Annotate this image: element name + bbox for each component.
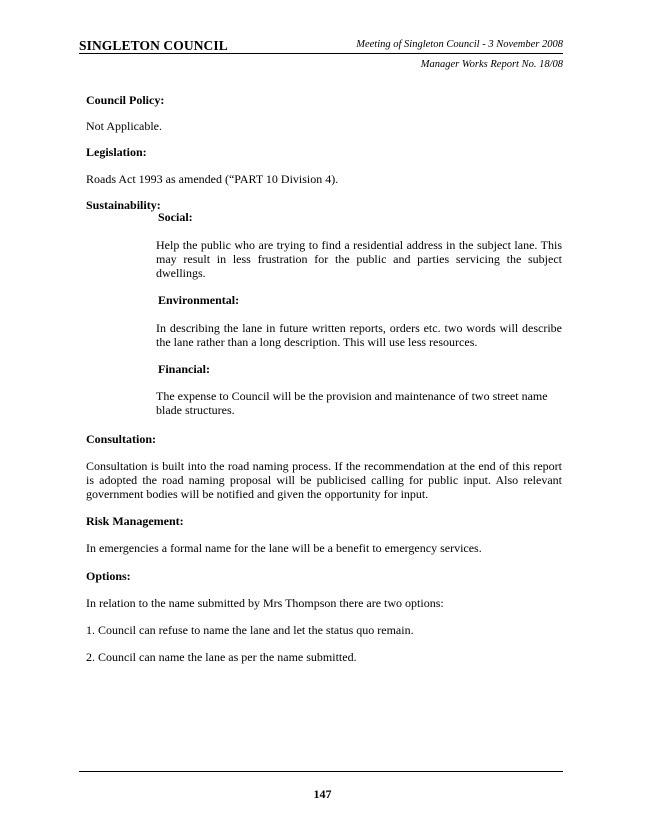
header-divider [79,53,563,54]
header-council-name: SINGLETON COUNCIL [79,38,228,53]
options-intro: In relation to the name submitted by Mrs Thompson there are two options: [86,596,444,610]
header-report-number: Manager Works Report No. 18/08 [420,59,563,70]
council-policy-heading: Council Policy: [86,93,165,107]
social-text: Help the public who are trying to find a residential address in the subject lane. This may result in less frustration for the public and parties servicing the subject dwellings. [156,238,562,280]
footer-divider [79,771,563,772]
consultation-text: Consultation is built into the road naming process. If the recommendation at the end of this report is adopted the road naming proposal will be publicised calling for public input. Also relevant government bodies will be notified and given the opportunity for input. [86,459,562,501]
financial-text: The expense to Council will be the provision and maintenance of two street name blade structures. [156,389,548,417]
environmental-heading: Environmental: [158,293,240,307]
consultation-heading: Consultation: [86,432,157,446]
options-heading: Options: [86,569,131,583]
risk-management-text: In emergencies a formal name for the lane will be a benefit to emergency services. [86,541,482,555]
financial-heading: Financial: [158,362,211,376]
risk-management-heading: Risk Management: [86,514,184,528]
legislation-heading: Legislation: [86,145,147,159]
option-item: 2. Council can name the lane as per the name submitted. [86,650,357,664]
header-meeting: Meeting of Singleton Council - 3 November 2008 [356,39,563,50]
option-item: 1. Council can refuse to name the lane and let the status quo remain. [86,623,414,637]
sustainability-heading: Sustainability: [86,198,161,212]
legislation-text: Roads Act 1993 as amended (“PART 10 Division 4). [86,172,339,186]
council-policy-text: Not Applicable. [86,119,162,133]
social-heading: Social: [158,210,193,224]
environmental-text: In describing the lane in future written reports, orders etc. two words will describe the lane rather than a long description. This will use less resources. [156,321,562,349]
page-number: 147 [313,787,332,801]
